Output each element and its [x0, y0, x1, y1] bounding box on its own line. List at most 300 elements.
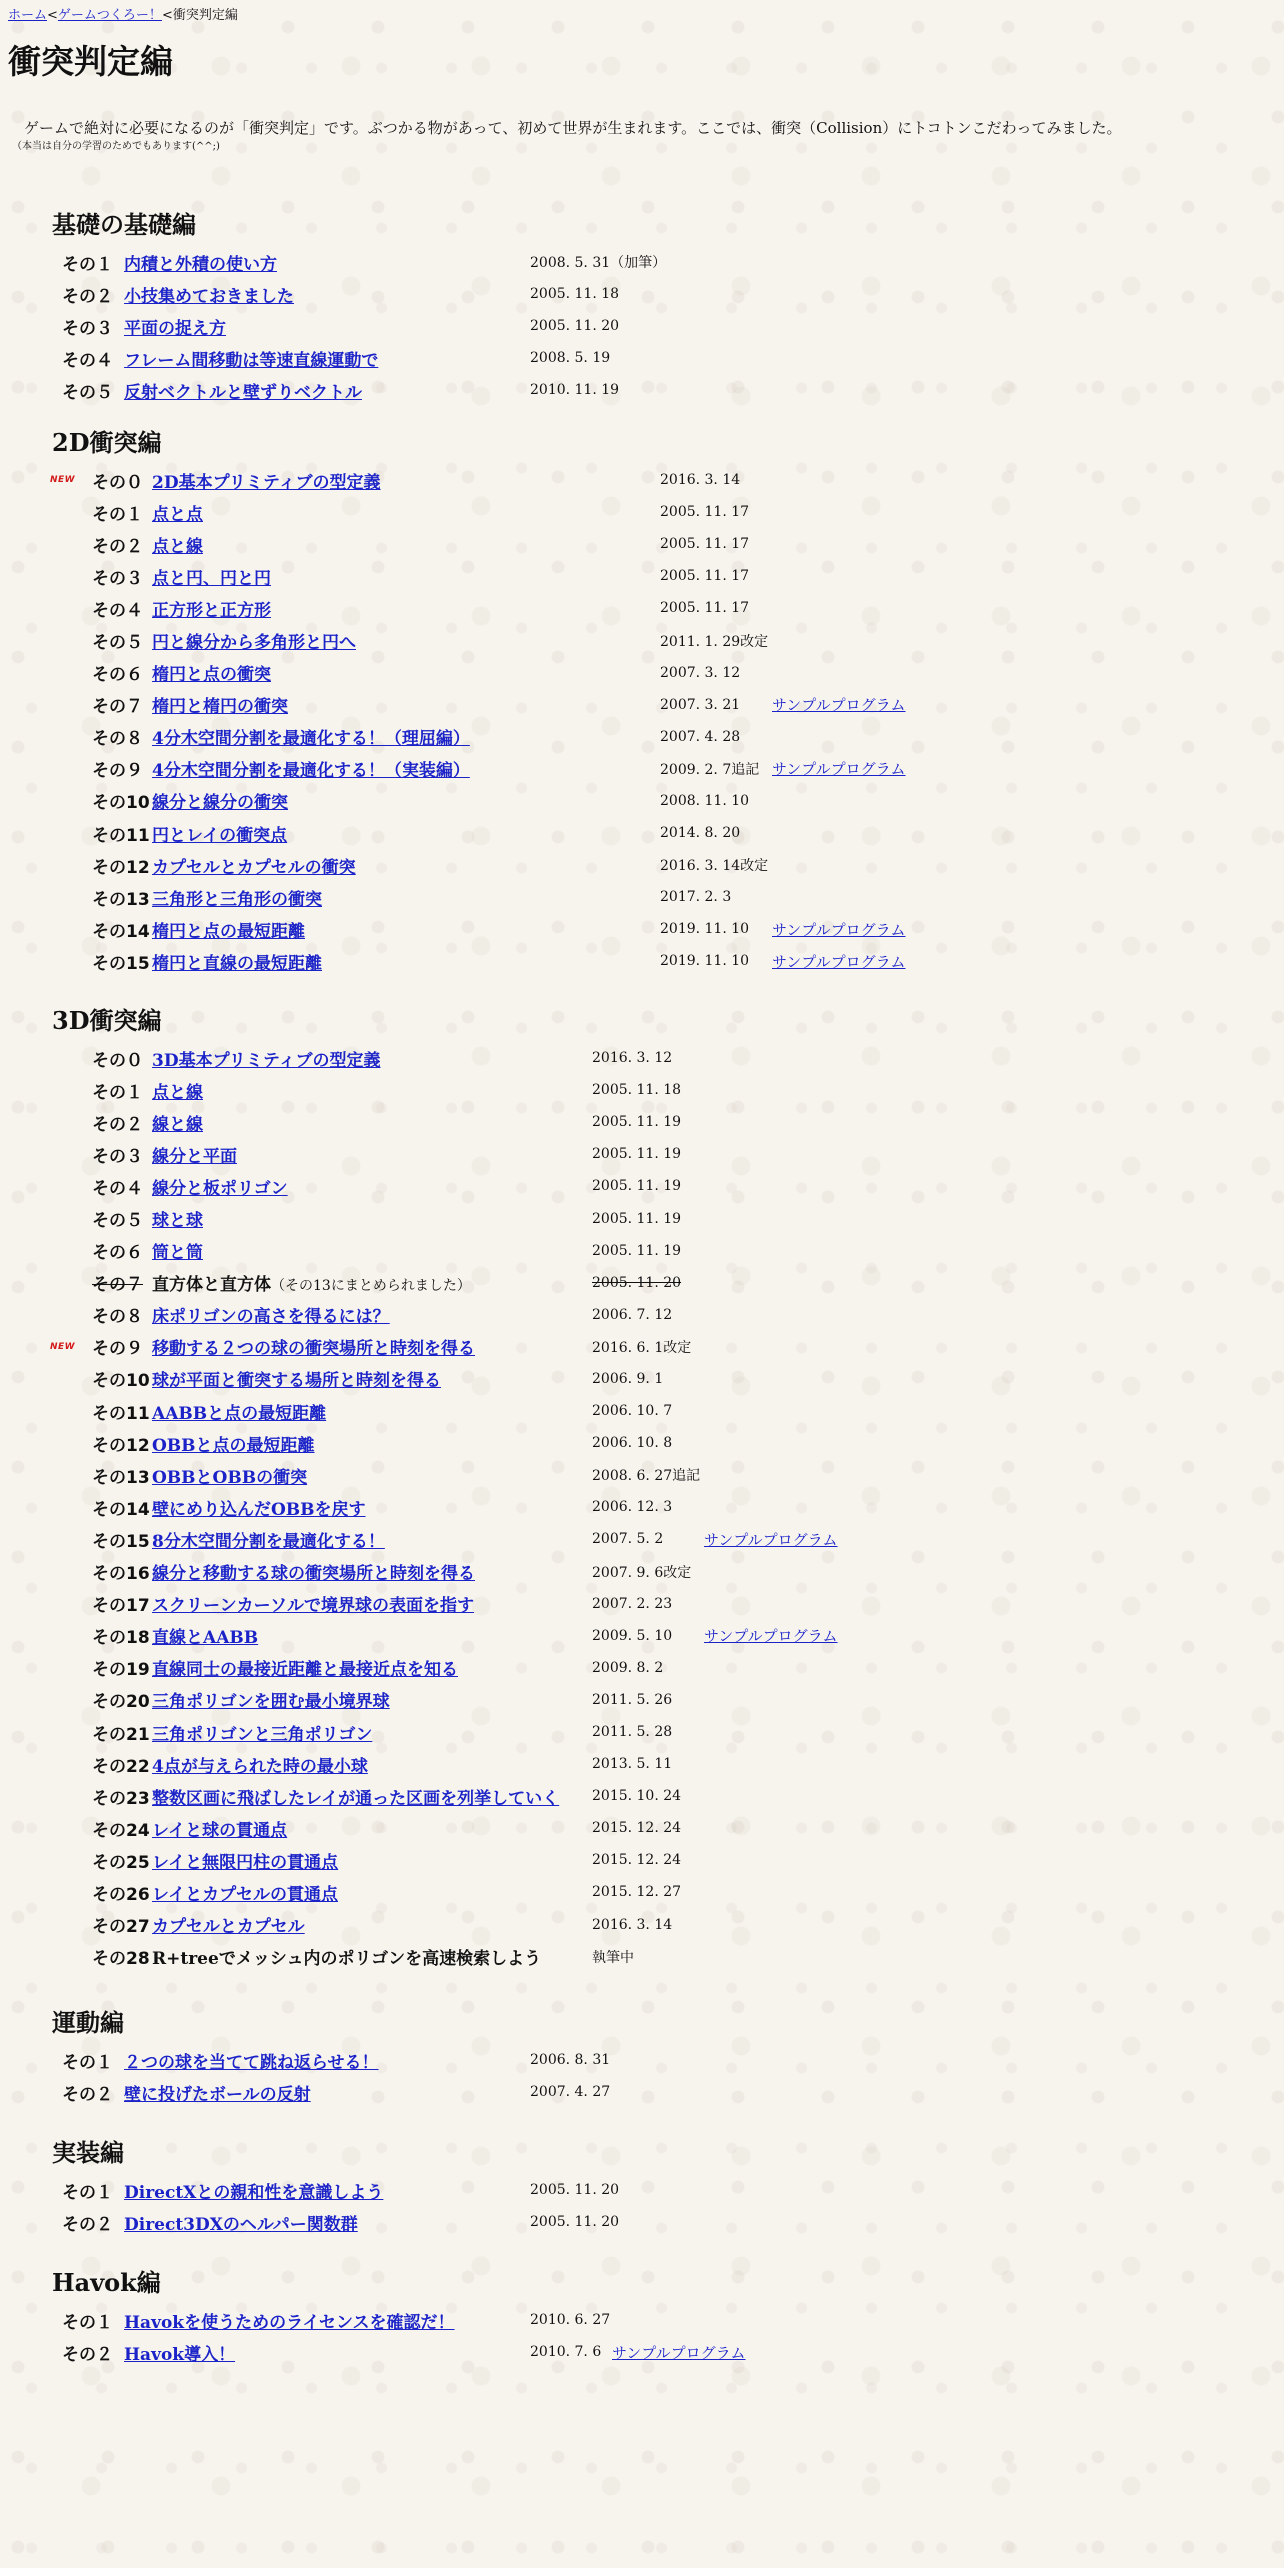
list-item	[52, 1716, 1252, 1748]
breadcrumb-parent-link[interactable]: ゲームつくろー！	[57, 8, 162, 23]
item-number: その７	[92, 697, 143, 718]
item-title	[152, 1784, 559, 1809]
article-link[interactable]: 直線とAABB	[152, 1628, 259, 1649]
item-date: 2005. 11. 20	[592, 1274, 682, 1291]
list-item	[52, 1202, 1252, 1234]
item-number: その16	[92, 1564, 150, 1585]
item-number: その13	[92, 1467, 150, 1488]
item-number: その15	[92, 1531, 150, 1552]
article-link[interactable]: 床ポリゴンの高さを得るには？	[152, 1307, 390, 1328]
section-2d	[52, 426, 1252, 978]
item-number: その10	[92, 793, 150, 814]
item-title	[152, 724, 470, 749]
item-date: 2005. 11. 17	[660, 504, 750, 521]
item-title	[152, 1623, 258, 1648]
item-number: その28	[92, 1949, 150, 1970]
item-title	[152, 821, 287, 846]
article-link[interactable]: 小技集めておきました	[124, 286, 294, 307]
item-number: その６	[92, 665, 143, 686]
item-title	[152, 1720, 372, 1745]
item-number: その13	[92, 889, 150, 910]
article-link[interactable]: レイと球の貫通点	[152, 1820, 288, 1841]
article-link[interactable]: Direct3DXのヘルパー関数群	[124, 2214, 358, 2235]
list-item	[52, 1620, 1252, 1652]
item-number: その27	[92, 1917, 150, 1938]
section-heading: 2D衝突編	[52, 428, 162, 457]
item-title	[124, 314, 226, 339]
item-title	[152, 949, 322, 974]
item-title	[152, 1752, 368, 1777]
item-date: 2005. 11. 19	[592, 1210, 682, 1227]
item-date: 2011. 5. 26	[592, 1691, 673, 1708]
list-item	[52, 1235, 1252, 1267]
item-date: 2005. 11. 20	[530, 318, 620, 335]
item-title	[152, 660, 271, 685]
list-item	[52, 753, 1252, 785]
item-number: その５	[92, 633, 143, 654]
item-title	[124, 346, 378, 371]
item-date: 2010. 11. 19	[530, 382, 620, 399]
item-date: 2015. 12. 24	[592, 1852, 682, 1869]
item-date: 2005. 11. 20	[530, 2182, 620, 2199]
article-link[interactable]: 4分木空間分割を最適化する！（理屈編）	[152, 729, 470, 750]
item-number: その14	[92, 921, 150, 942]
article-link[interactable]: 8分木空間分割を最適化する！	[152, 1531, 385, 1552]
article-link[interactable]: 楕円と楕円の衝突	[152, 697, 288, 718]
item-title	[152, 1174, 288, 1199]
article-link[interactable]: 線分と板ポリゴン	[152, 1178, 288, 1199]
item-number: その０	[92, 1050, 143, 1071]
item-date: 2009. 8. 2	[592, 1659, 664, 1676]
item-date: 2007. 4. 27	[530, 2084, 611, 2101]
article-link[interactable]: 楕円と点の最短距離	[152, 921, 305, 942]
item-date: 2005. 11. 20	[530, 2214, 620, 2231]
article-link[interactable]: 円と線分から多角形と円へ	[152, 633, 356, 654]
item-number: その１	[62, 2052, 113, 2073]
item-number: その０	[92, 472, 143, 493]
sample-program	[612, 2342, 746, 2363]
article-link[interactable]: 3D基本プリミティブの型定義	[152, 1050, 381, 1071]
item-number: その４	[92, 600, 143, 621]
item-date: 2017. 2. 3	[660, 889, 732, 906]
sample-program	[704, 1529, 838, 1550]
item-number: その１	[62, 2182, 113, 2203]
item-number: その26	[92, 1884, 150, 1905]
item-date: 2015. 12. 27	[592, 1884, 682, 1901]
item-date: 2005. 11. 18	[530, 286, 620, 303]
article-link[interactable]: スクリーンカーソルで境界球の表面を指す	[152, 1596, 474, 1617]
item-date: 2007. 2. 23	[592, 1595, 673, 1612]
item-number: その２	[62, 2084, 113, 2105]
item-date: 2009. 2. 7追記	[660, 761, 760, 778]
article-link[interactable]: 点と円、円と円	[152, 568, 271, 589]
article-link[interactable]: 点と点	[152, 504, 203, 525]
section-implementation	[52, 2136, 1252, 2238]
item-list	[52, 2044, 1252, 2108]
list-item	[52, 721, 1252, 753]
list-item	[52, 496, 1252, 528]
article-link[interactable]: 三角ポリゴンと三角ポリゴン	[152, 1724, 373, 1745]
list-item	[52, 278, 1252, 310]
item-title	[152, 1431, 315, 1456]
list-item	[52, 1459, 1252, 1491]
list-item	[52, 2174, 1252, 2206]
item-title	[152, 1142, 237, 1167]
article-link[interactable]: 筒と筒	[152, 1243, 203, 1264]
article-link[interactable]: 球と球	[152, 1211, 203, 1232]
item-date: 2015. 12. 24	[592, 1820, 682, 1837]
list-item	[52, 1170, 1252, 1202]
article-link[interactable]: 正方形と正方形	[152, 600, 271, 621]
item-title	[124, 282, 294, 307]
section-motion	[52, 2006, 1252, 2108]
section-heading: 基礎の基礎編	[52, 210, 196, 239]
item-title	[124, 2210, 358, 2235]
list-item	[52, 310, 1252, 342]
item-date: 2011. 5. 28	[592, 1724, 673, 1741]
item-number: その３	[62, 318, 113, 339]
item-number: その24	[92, 1820, 150, 1841]
item-title	[152, 692, 288, 717]
item-title	[152, 1816, 287, 1841]
list-item	[52, 342, 1252, 374]
list-item	[52, 592, 1252, 624]
item-number: その６	[92, 1243, 143, 1264]
new-badge-icon: NEW	[50, 475, 76, 486]
intro-note: （本当は自分の学習のためでもあります(^^;)	[12, 141, 220, 152]
article-link[interactable]: 三角ポリゴンを囲む最小境界球	[152, 1692, 390, 1713]
list-item	[52, 246, 1252, 278]
article-link[interactable]: DirectXとの親和性を意識しよう	[124, 2182, 384, 2203]
item-date: 2005. 11. 17	[660, 568, 750, 585]
breadcrumb-home-link[interactable]: ホーム	[8, 8, 48, 23]
item-date: 2019. 11. 10	[660, 953, 750, 970]
list-item	[52, 913, 1252, 945]
item-title-text: 直方体と直方体	[152, 1275, 271, 1296]
item-title	[152, 500, 203, 525]
item-number: その８	[92, 1307, 143, 1328]
item-number: その10	[92, 1371, 150, 1392]
item-list	[52, 2304, 1252, 2368]
list-item	[52, 1523, 1252, 1555]
section-heading: Havok編	[52, 2268, 161, 2297]
article-link[interactable]: Havok導入！	[124, 2344, 236, 2365]
item-title	[152, 1078, 203, 1103]
item-date: 2013. 5. 11	[592, 1756, 673, 1773]
list-item	[52, 2304, 1252, 2336]
item-title	[124, 2340, 235, 2365]
sample-program-link[interactable]: サンプルプログラム	[772, 696, 906, 715]
item-number: その21	[92, 1724, 150, 1745]
item-date: 2019. 11. 10	[660, 921, 750, 938]
article-link[interactable]: OBBとOBBの衝突	[152, 1467, 308, 1488]
list-item	[52, 624, 1252, 656]
list-item	[52, 1138, 1252, 1170]
list-item	[52, 1074, 1252, 1106]
list-item	[52, 2206, 1252, 2238]
list-item	[52, 528, 1252, 560]
section-havok	[52, 2266, 1252, 2368]
item-title	[152, 532, 203, 557]
article-link[interactable]: Havokを使うためのライセンスを確認だ！	[124, 2312, 455, 2333]
item-number: その２	[92, 1114, 143, 1135]
item-number: その12	[92, 857, 150, 878]
sample-program-link[interactable]: サンプルプログラム	[772, 760, 906, 779]
item-title	[152, 1527, 385, 1552]
item-number: その23	[92, 1788, 150, 1809]
list-item	[52, 945, 1252, 977]
article-link[interactable]: 線分と線分の衝突	[152, 793, 288, 814]
item-note: （その13にまとめられました）	[271, 1278, 471, 1295]
item-date: 2009. 5. 10	[592, 1627, 673, 1644]
item-title	[152, 1687, 390, 1712]
sample-program-link[interactable]: サンプルプログラム	[704, 1530, 838, 1549]
article-link[interactable]: 平面の捉え方	[124, 318, 226, 339]
sample-program-link[interactable]: サンプルプログラム	[772, 952, 906, 971]
item-date: 2006. 10. 8	[592, 1435, 673, 1452]
item-number: その９	[92, 761, 143, 782]
item-title	[152, 1848, 338, 1873]
list-item	[52, 1812, 1252, 1844]
item-date: 2008. 5. 31（加筆）	[530, 255, 667, 272]
article-link[interactable]: 線分と移動する球の衝突場所と時刻を得る	[152, 1564, 475, 1585]
item-date: 2008. 6. 27追記	[592, 1468, 701, 1485]
item-title	[152, 628, 356, 653]
article-link[interactable]: レイとカプセルの貫通点	[152, 1884, 338, 1905]
item-number: その22	[92, 1756, 150, 1777]
item-date: 2015. 10. 24	[592, 1788, 682, 1805]
item-date: 2016. 6. 1改定	[592, 1339, 692, 1356]
item-number: その５	[92, 1211, 143, 1232]
item-date: 2005. 11. 19	[592, 1178, 682, 1195]
item-date: 2005. 11. 19	[592, 1114, 682, 1131]
list-item	[52, 464, 1252, 496]
item-list	[52, 464, 1252, 978]
item-title	[152, 1270, 471, 1295]
sample-program-link[interactable]: サンプルプログラム	[772, 920, 906, 939]
sample-program	[772, 694, 906, 715]
item-number: その20	[92, 1692, 150, 1713]
item-number: その25	[92, 1852, 150, 1873]
item-date: 2014. 8. 20	[660, 825, 741, 842]
article-link[interactable]: 2D基本プリミティブの型定義	[152, 472, 381, 493]
article-link[interactable]: カプセルとカプセルの衝突	[152, 857, 356, 878]
item-number: その７	[92, 1275, 143, 1296]
list-item	[52, 374, 1252, 406]
item-number: その２	[62, 2214, 113, 2235]
list-item	[52, 1042, 1252, 1074]
list-item	[52, 1395, 1252, 1427]
article-link[interactable]: 点と線	[152, 536, 203, 557]
list-item	[52, 1652, 1252, 1684]
item-title	[124, 2308, 455, 2333]
item-number: その１	[62, 2312, 113, 2333]
item-title	[124, 2178, 383, 2203]
item-title	[152, 1559, 475, 1584]
item-title	[152, 788, 288, 813]
article-link[interactable]: 内積と外積の使い方	[124, 254, 277, 275]
article-link[interactable]: 球が平面と衝突する場所と時刻を得る	[152, 1371, 441, 1392]
article-link[interactable]: 壁にめり込んだOBBを戻す	[152, 1499, 366, 1520]
list-item	[52, 1876, 1252, 1908]
item-title	[124, 378, 362, 403]
item-date: 2011. 1. 29改定	[660, 633, 769, 650]
item-date: 2005. 11. 19	[592, 1242, 682, 1259]
item-title	[152, 1334, 475, 1359]
article-link[interactable]: 壁に投げたボールの反射	[124, 2084, 311, 2105]
list-item	[52, 689, 1252, 721]
item-list	[52, 246, 1252, 406]
section-heading: 運動編	[52, 2008, 124, 2037]
article-link[interactable]: 4分木空間分割を最適化する！（実装編）	[152, 761, 470, 782]
article-link[interactable]: 直線同士の最接近距離と最接近点を知る	[152, 1660, 458, 1681]
breadcrumb-current: 衝突判定編	[172, 8, 238, 23]
list-item	[52, 1556, 1252, 1588]
sample-program	[704, 1625, 838, 1646]
item-date: 2010. 6. 27	[530, 2312, 611, 2329]
item-number: その11	[92, 825, 150, 846]
item-number: その５	[62, 382, 113, 403]
item-title	[152, 1399, 326, 1424]
article-link[interactable]: カプセルとカプセル	[152, 1917, 305, 1938]
section-basics	[52, 208, 1252, 406]
list-item	[52, 1941, 1252, 1973]
list-item	[52, 2044, 1252, 2076]
item-title	[152, 917, 305, 942]
item-date: 2016. 3. 12	[592, 1050, 673, 1067]
section-heading: 3D衝突編	[52, 1006, 162, 1035]
sample-program	[772, 951, 906, 972]
item-date: 2007. 3. 21	[660, 696, 741, 713]
item-number: その11	[92, 1403, 150, 1424]
item-title	[152, 1591, 474, 1616]
item-title	[152, 1238, 203, 1263]
item-number: その３	[92, 568, 143, 589]
item-date: 2007. 5. 2	[592, 1531, 664, 1548]
item-number: その12	[92, 1435, 150, 1456]
item-title	[152, 885, 322, 910]
list-item	[52, 785, 1252, 817]
item-number: その４	[92, 1178, 143, 1199]
list-item	[52, 657, 1252, 689]
list-item	[52, 1684, 1252, 1716]
list-item	[52, 1909, 1252, 1941]
item-date: 2006. 8. 31	[530, 2052, 611, 2069]
item-number: その４	[62, 350, 113, 371]
article-link[interactable]: 整数区画に飛ばしたレイが通った区画を列挙していく	[152, 1788, 560, 1809]
article-link[interactable]: 反射ベクトルと壁ずりベクトル	[124, 382, 362, 403]
article-link[interactable]: 三角形と三角形の衝突	[152, 889, 322, 910]
article-link[interactable]: OBBと点の最短距離	[152, 1435, 315, 1456]
list-item	[52, 1780, 1252, 1812]
item-list	[52, 2174, 1252, 2238]
item-number: その２	[62, 286, 113, 307]
article-link[interactable]: 点と線	[152, 1082, 203, 1103]
item-number: その１	[92, 1082, 143, 1103]
breadcrumb	[8, 8, 238, 24]
article-link[interactable]: 線分と平面	[152, 1146, 237, 1167]
item-date: 2007. 3. 12	[660, 664, 741, 681]
list-item	[52, 1106, 1252, 1138]
list-item	[52, 849, 1252, 881]
item-date: 2005. 11. 17	[660, 600, 750, 617]
item-date: 2016. 3. 14改定	[660, 858, 769, 875]
item-date: 2006. 12. 3	[592, 1499, 673, 1516]
item-title	[152, 1302, 390, 1327]
article-link[interactable]: 移動する２つの球の衝突場所と時刻を得る	[152, 1339, 475, 1360]
item-number: その17	[92, 1596, 150, 1617]
item-title	[152, 1206, 203, 1231]
list-item	[52, 1427, 1252, 1459]
item-number: その14	[92, 1499, 150, 1520]
sample-program	[772, 758, 906, 779]
item-title	[152, 853, 356, 878]
article-link[interactable]: AABBと点の最短距離	[152, 1403, 327, 1424]
article-link[interactable]: 線と線	[152, 1114, 203, 1135]
section-3d	[52, 1004, 1252, 1973]
sample-program-link[interactable]: サンプルプログラム	[704, 1627, 838, 1646]
item-number: その15	[92, 953, 150, 974]
item-title	[124, 2080, 311, 2105]
item-title	[152, 756, 470, 781]
item-list	[52, 1042, 1252, 1973]
list-item	[52, 1748, 1252, 1780]
item-number: その１	[62, 254, 113, 275]
item-number: その９	[92, 1339, 143, 1360]
article-link[interactable]: 楕円と直線の最短距離	[152, 953, 322, 974]
item-number: その19	[92, 1660, 150, 1681]
article-link[interactable]: 4点が与えられた時の最小球	[152, 1756, 368, 1777]
article-link[interactable]: ２つの球を当てて跳ね返らせる！	[124, 2052, 379, 2073]
article-link[interactable]: フレーム間移動は等速直線運動で	[124, 350, 379, 371]
article-link[interactable]: 楕円と点の衝突	[152, 665, 271, 686]
item-title	[152, 596, 271, 621]
item-title	[152, 1944, 541, 1969]
list-item	[52, 1363, 1252, 1395]
list-item	[52, 1267, 1252, 1299]
item-title	[124, 250, 277, 275]
item-date: 2007. 9. 6改定	[592, 1564, 692, 1581]
list-item	[52, 1491, 1252, 1523]
sample-program-link[interactable]: サンプルプログラム	[612, 2343, 746, 2362]
list-item	[52, 560, 1252, 592]
item-date: 2016. 3. 14	[592, 1916, 673, 1933]
item-date: 2005. 11. 19	[592, 1146, 682, 1163]
item-title	[152, 1912, 305, 1937]
item-date: 2006. 9. 1	[592, 1370, 664, 1387]
item-date: 2016. 3. 14	[660, 472, 741, 489]
page-title: 衝突判定編	[8, 42, 173, 81]
item-title-text: R+treeでメッシュ内のポリゴンを高速検索しよう	[152, 1949, 542, 1970]
item-title	[152, 468, 381, 493]
item-date: 執筆中	[592, 1949, 634, 1966]
intro-text: ゲームで絶対に必要になるのが「衝突判定」です。ぶつかる物があって、初めて世界が生まれます。ここでは、衝突（Collision）にトコトンこだわってみました。	[24, 119, 1122, 137]
item-title	[152, 1495, 366, 1520]
item-date: 2006. 7. 12	[592, 1306, 673, 1323]
article-link[interactable]: 円とレイの衝突点	[152, 825, 288, 846]
list-item	[52, 1844, 1252, 1876]
item-title	[152, 564, 271, 589]
list-item	[52, 1299, 1252, 1331]
item-date: 2008. 5. 19	[530, 350, 611, 367]
item-title	[152, 1880, 338, 1905]
list-item	[52, 2076, 1252, 2108]
article-link[interactable]: レイと無限円柱の貫通点	[152, 1852, 339, 1873]
item-title	[152, 1366, 441, 1391]
item-date: 2005. 11. 18	[592, 1082, 682, 1099]
list-item	[52, 817, 1252, 849]
item-title	[152, 1110, 203, 1135]
